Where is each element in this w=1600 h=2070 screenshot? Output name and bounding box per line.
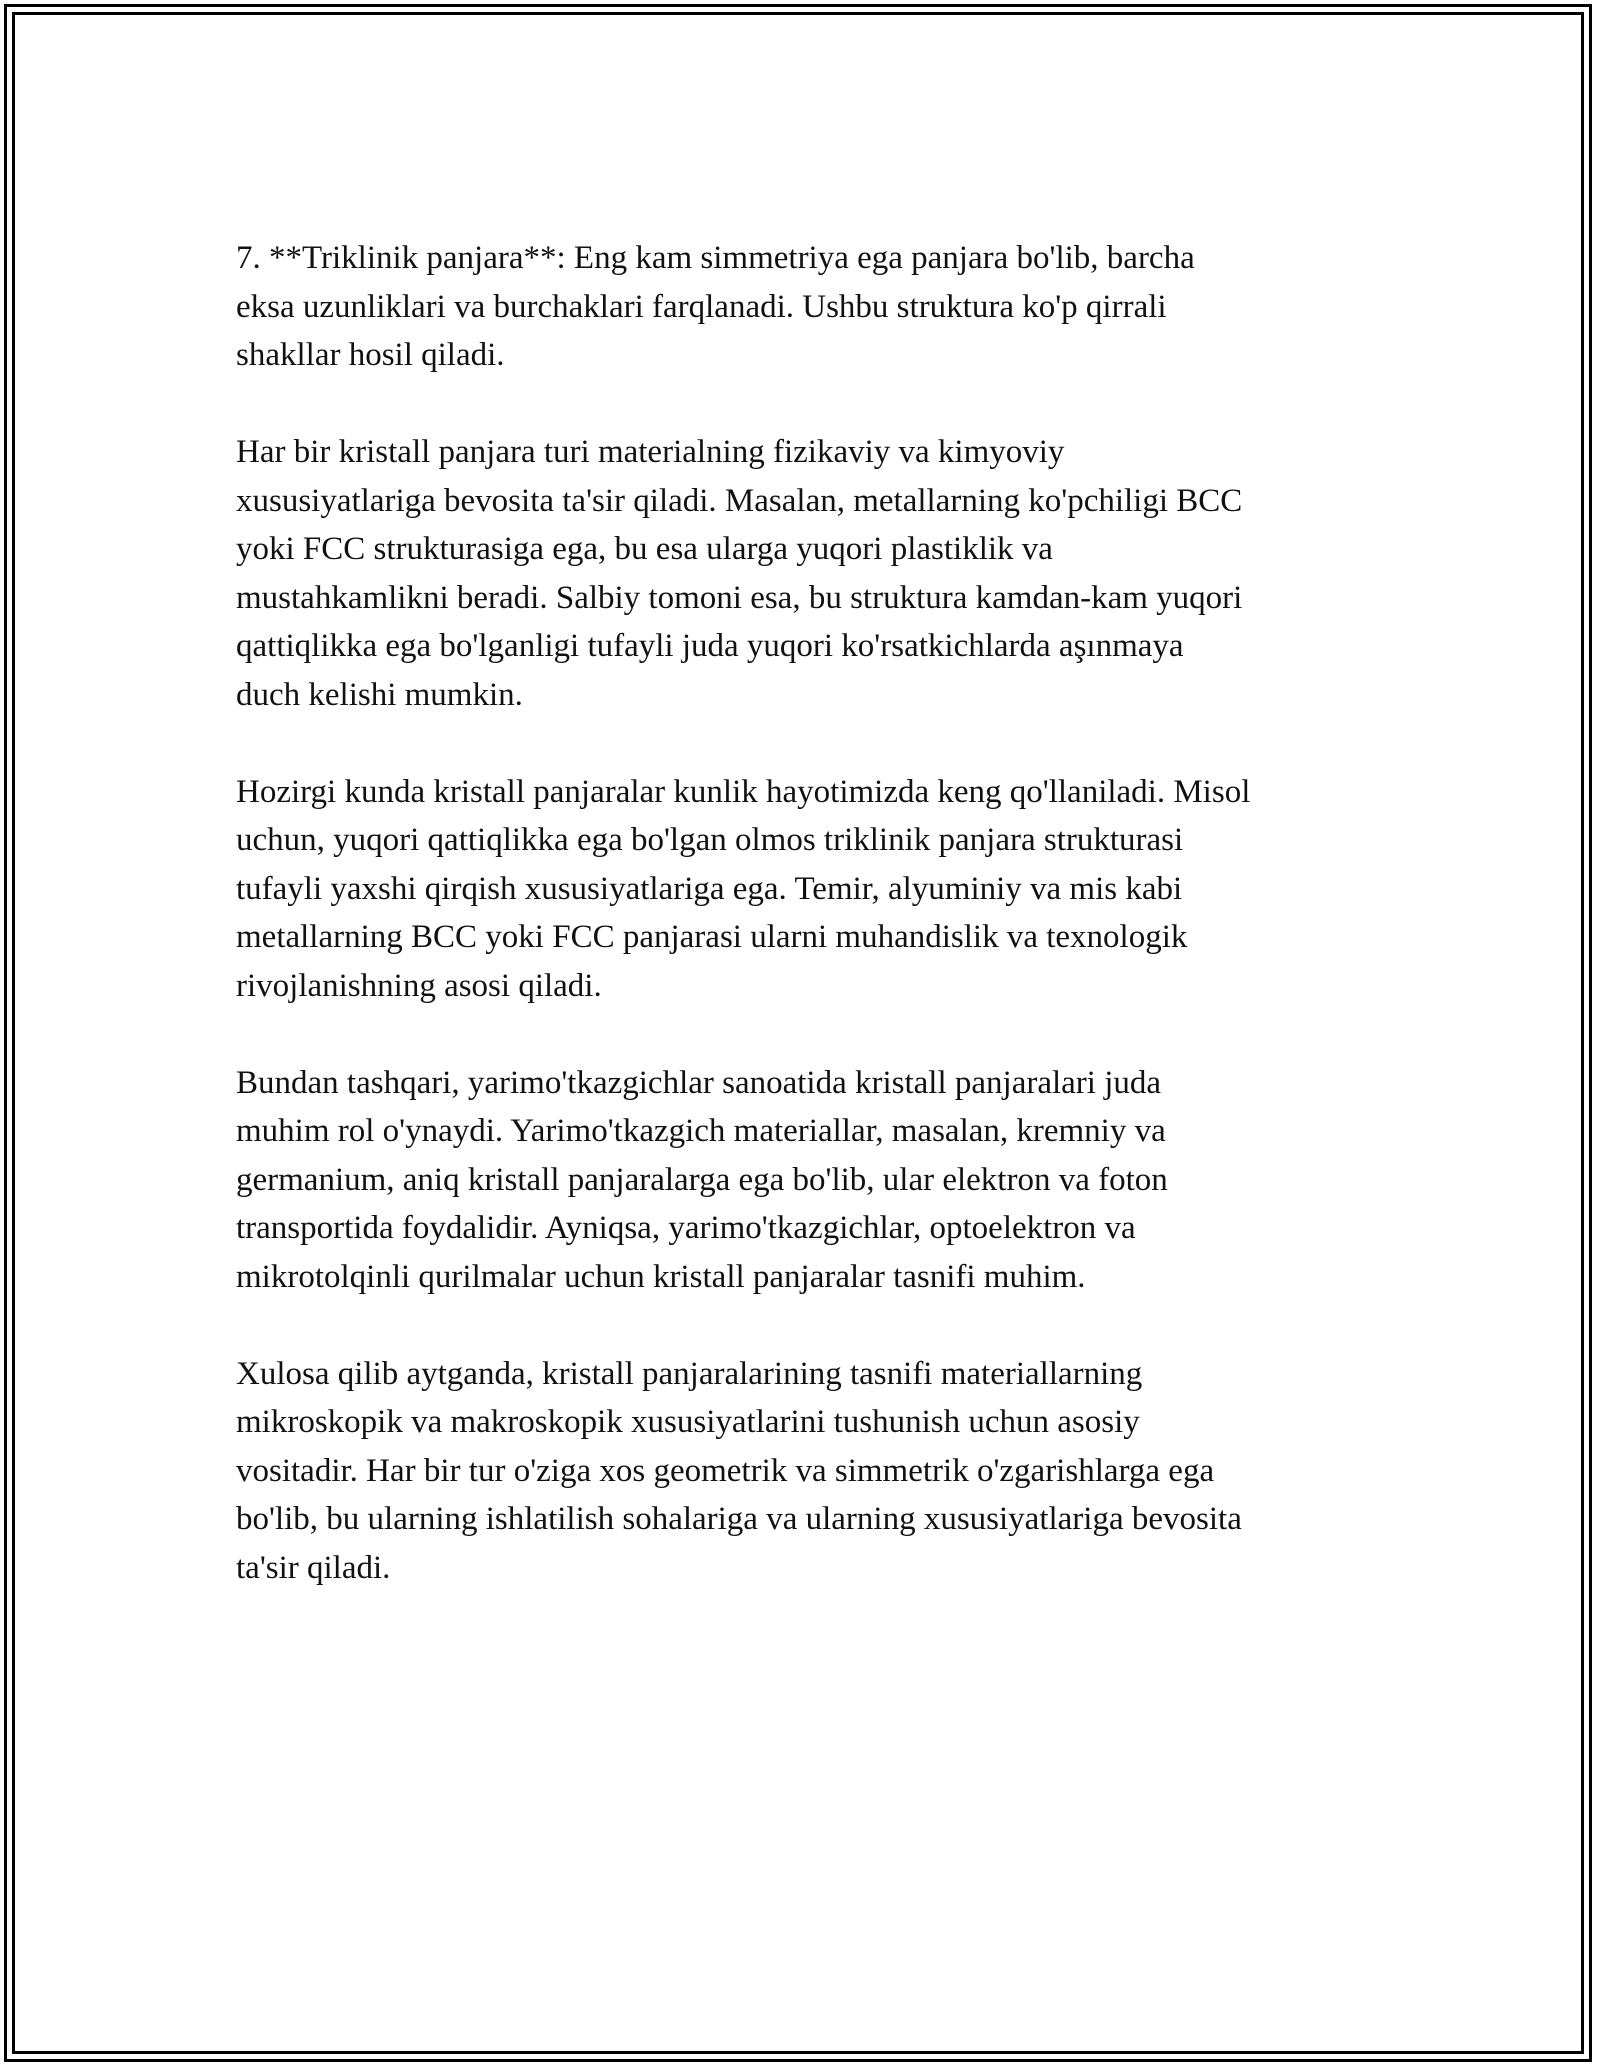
paragraph-conclusion: Xulosa qilib aytganda, kristall panjaralarining tasnifi materiallarning mikroskopik va makroskopik xususiyatlarini tushunish uchun asosiy vositadir. Har bir tur o'ziga xos geometrik va simmetrik o'zgarishlarga ega bo'lib, bu ularning ishlatilish sohalariga va ularning xususiyatlariga bevosita ta'sir qiladi. bbox=[236, 1355, 1242, 1586]
document-body bbox=[236, 234, 1366, 1641]
paragraph-material-properties: Har bir kristall panjara turi materialning fizikaviy va kimyoviy xususiyatlariga bevosita ta'sir qiladi. Masalan, metallarning ko'pchiligi BCC yoki FCC strukturasiga ega, bu esa ularga yuqori plastiklik va mustahkamlikni beradi. Salbiy tomoni esa, bu struktura kamdan-kam yuqori qattiqlikka ega bo'lganligi tufayli juda yuqori ko'rsatkichlarda aşınmaya duch kelishi mumkin. bbox=[236, 434, 1243, 713]
paragraph-semiconductors: Bundan tashqari, yarimo'tkazgichlar sanoatida kristall panjaralari juda muhim rol o'ynaydi. Yarimo'tkazgich materiallar, masalan, kremniy va germanium, aniq kristall panjaralarga ega bo'lib, ular elektron va foton transportida foydalidir. Ayniqsa, yarimo'tkazgichlar, optoelektron va mikrotolqinli qurilmalar uchun kristall panjaralar tasnifi muhim. bbox=[236, 1064, 1168, 1295]
paragraph-daily-use: Hozirgi kunda kristall panjaralar kunlik hayotimizda keng qo'llaniladi. Misol uchun, yuqori qattiqlikka ega bo'lgan olmos triklinik panjara strukturasi tufayli yaxshi qirqish xususiyatlariga ega. Temir, alyuminiy va mis kabi metallarning BCC yoki FCC panjarasi ularni muhandislik va texnologik rivojlanishning asosi qiladi. bbox=[236, 773, 1251, 1004]
paragraph-triklinik-panjara: 7. **Triklinik panjara**: Eng kam simmetriya ega panjara bo'lib, barcha eksa uzunliklari va burchaklari farqlanadi. Ushbu struktura ko'p qirrali shakllar hosil qiladi. bbox=[236, 240, 1195, 373]
